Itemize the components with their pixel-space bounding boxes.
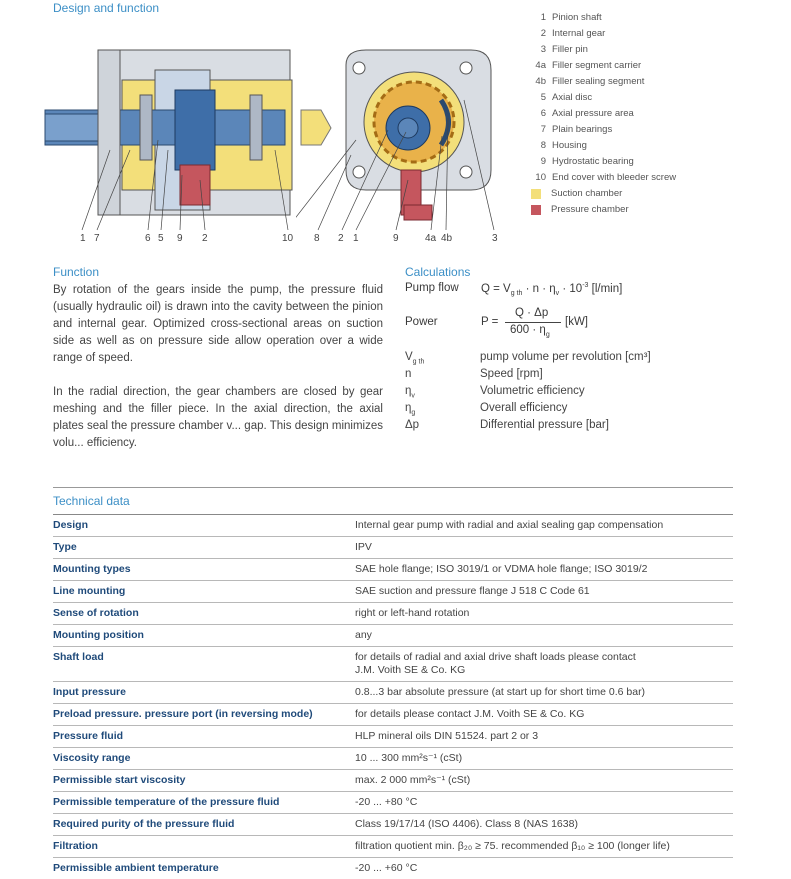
pump-flow-label: Pump flow: [405, 282, 459, 294]
table-row: Preload pressure. pressure port (in reversing mode) for details please contact J.M. Voith SE & Co. KG: [53, 704, 733, 726]
symbol-row: $V_{g th}$ pump volume per revolution [cm³]: [405, 351, 651, 366]
table-row: Input pressure 0.8...3 bar absolute pressure (at start up for short time 0.6 bar): [53, 682, 733, 704]
pressure-swatch: [531, 205, 541, 215]
table-row: Required purity of the pressure fluid Class 19/17/14 (ISO 4406). Class 8 (NAS 1638): [53, 814, 733, 836]
table-row: Permissible temperature of the pressure fluid -20 ... +80 °C: [53, 792, 733, 814]
calculations-title: Calculations: [405, 265, 471, 279]
table-row: Permissible ambient temperature -20 ... +60 °C: [53, 862, 418, 874]
table-row: Design Internal gear pump with radial and axial sealing gap compensation: [53, 515, 733, 537]
legend-item: 2 Internal gear: [540, 28, 606, 39]
table-row: Pressure fluid HLP mineral oils DIN 51524. part 2 or 3: [53, 726, 733, 748]
table-row: Permissible start viscosity max. 2 000 mm²s⁻¹ (cSt): [53, 770, 733, 792]
tech-top-divider: [53, 487, 733, 488]
table-row: Mounting position any: [53, 625, 733, 647]
symbol-row: n Speed [rpm]: [405, 368, 543, 380]
suction-swatch: [531, 189, 541, 199]
table-row: Line mounting SAE suction and pressure flange J 518 C Code 61: [53, 581, 733, 603]
pump-cross-section-diagram: [40, 40, 300, 240]
power-unit: [kW]: [565, 316, 588, 328]
power-label: Power: [405, 316, 438, 328]
legend-item: 9 Hydrostatic bearing: [540, 156, 634, 167]
legend-item: 10 End cover with bleeder screw: [535, 172, 677, 183]
function-title: Function: [53, 265, 100, 279]
parts-legend: [525, 10, 676, 218]
legend-item: 7 Plain bearings: [540, 124, 613, 135]
legend-item: 3 Filler pin: [540, 44, 588, 55]
legend-suction: Suction chamber: [525, 186, 676, 202]
function-text: [53, 282, 383, 469]
label-9b: 9: [393, 233, 399, 244]
table-row: Shaft load for details of radial and axial drive shaft loads please contact J.M. Voith SE & Co. KG: [53, 647, 733, 682]
legend-item: 6 Axial pressure area: [540, 108, 634, 119]
legend-item: 4b Filler sealing segment: [535, 76, 645, 87]
label-2: 2: [202, 233, 208, 244]
legend-item: 4a Filler segment carrier: [535, 60, 642, 71]
label-4b: 4b: [441, 233, 453, 244]
symbol-row: $\eta_g$ Overall efficiency: [405, 402, 568, 417]
label-10: 10: [282, 233, 294, 244]
symbol-row: Δp Differential pressure [bar]: [405, 419, 609, 431]
function-paragraph-2: In the radial direction, the gear chambers are closed by gear meshing and the filler piece. In the axial direction, the axial plates seal the pressure chamber v... gap. This design minimizes volu... efficiency.: [53, 386, 383, 449]
power-denominator: $600 \cdot \eta_g$: [510, 324, 550, 339]
label-7: 7: [94, 233, 100, 244]
label-6: 6: [145, 233, 151, 244]
table-row: Sense of rotation right or left-hand rotation: [53, 603, 733, 625]
label-8: 8: [314, 233, 320, 244]
table-row: Filtration filtration quotient min. β₂₀ ≥ 75. recommended β₁₀ ≥ 100 (longer life): [53, 836, 733, 858]
table-row: Type IPV: [53, 537, 733, 559]
fraction-line: [505, 322, 561, 323]
label-9: 9: [177, 233, 183, 244]
table-row: Mounting types SAE hole flange; ISO 3019/1 or VDMA hole flange; ISO 3019/2: [53, 559, 733, 581]
technical-data-title: Technical data: [53, 494, 130, 508]
design-function-title: Design and function: [53, 1, 160, 15]
power-numerator: Q · Δp: [515, 307, 549, 319]
legend-pressure: Pressure chamber: [525, 202, 676, 218]
function-paragraph-1: By rotation of the gears inside the pump, the pressure fluid (usually hydraulic oil) is drawn into the cavity between the pinion and internal gear. Optimized cross-sectional areas on suction side as well as on pressure side allow operation over a wide range of speed.: [53, 284, 383, 364]
legend-item: 5 Axial disc: [540, 92, 593, 103]
pump-flow-formula: $Q = V_{g th} \cdot n \cdot \eta_v \cdot 10^{-3}$ [l/min]: [481, 282, 623, 298]
symbol-list: [405, 349, 745, 434]
label-2b: 2: [338, 233, 344, 244]
table-row: Viscosity range 10 ... 300 mm²s⁻¹ (cSt): [53, 748, 733, 770]
label-1b: 1: [353, 233, 359, 244]
label-3: 3: [492, 233, 498, 244]
label-5: 5: [158, 233, 164, 244]
label-1: 1: [80, 233, 86, 244]
legend-item: 8 Housing: [540, 140, 587, 151]
label-4a: 4a: [425, 233, 437, 244]
pump-front-view-diagram: [296, 40, 516, 240]
power-p: P =: [481, 316, 499, 328]
legend-item: 1 Pinion shaft: [540, 12, 602, 23]
technical-data-table: [53, 515, 733, 879]
symbol-row: $\eta_v$ Volumetric efficiency: [405, 385, 585, 400]
